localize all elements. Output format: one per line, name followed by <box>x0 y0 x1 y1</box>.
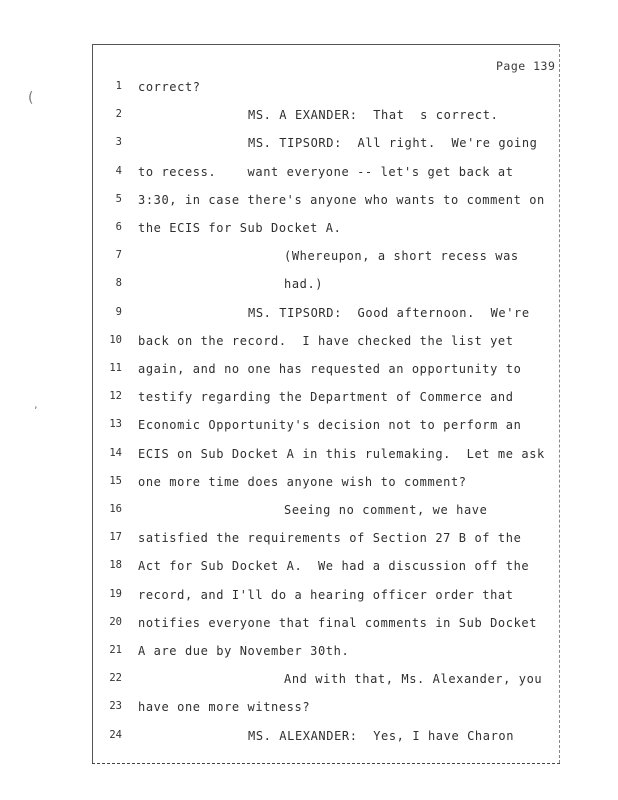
line-text: again, and no one has requested an opportunity to <box>138 362 522 376</box>
line-number: 10 <box>109 333 122 346</box>
line-text: had.) <box>284 277 324 292</box>
line-text: And with that, Ms. Alexander, you <box>284 672 543 687</box>
transcript-line <box>0 80 618 100</box>
transcript-line <box>0 249 618 269</box>
transcript-line <box>0 221 618 241</box>
line-number: 3 <box>115 136 122 149</box>
transcript-line <box>0 165 618 185</box>
line-number: 5 <box>115 192 122 205</box>
line-number: 6 <box>115 221 122 233</box>
line-text: 3:30, in case there's anyone who wants to comment on <box>138 192 545 207</box>
line-text: testify regarding the Department of Commerce and <box>138 390 514 405</box>
line-number: 16 <box>109 503 122 515</box>
transcript-line <box>0 644 618 664</box>
line-number: 22 <box>109 672 122 685</box>
punch-hole-mark: ‚ <box>34 398 38 411</box>
transcript-line <box>0 277 618 297</box>
line-text: Act for Sub Docket A. We had a discussion off the <box>138 559 530 574</box>
line-text: have one more witness? <box>138 700 311 715</box>
transcript-line <box>0 390 618 410</box>
transcript-line <box>0 672 618 692</box>
line-text: MS. TIPSORD: All right. We're going <box>248 136 538 151</box>
transcript-line <box>0 475 618 495</box>
line-text: A are due by November 30th. <box>138 644 350 658</box>
line-number: 19 <box>109 587 122 600</box>
transcript-line <box>0 588 618 608</box>
transcript-line <box>0 616 618 636</box>
transcript-line <box>0 447 618 467</box>
line-number: 18 <box>109 559 122 572</box>
line-text: MS. A EXANDER: That s correct. <box>248 108 499 123</box>
line-text: the ECIS for Sub Docket A. <box>138 221 342 235</box>
transcript-line <box>0 193 618 213</box>
line-text: one more time does anyone wish to comment? <box>138 474 467 489</box>
line-number: 4 <box>115 164 122 177</box>
line-number: 9 <box>115 305 122 318</box>
line-number: 11 <box>109 362 122 374</box>
transcript-line <box>0 559 618 579</box>
transcript-line <box>0 334 618 354</box>
line-text: correct? <box>138 80 201 94</box>
transcript-line <box>0 136 618 156</box>
line-number: 12 <box>109 390 122 403</box>
line-text: notifies everyone that final comments in Sub Docket <box>138 615 538 630</box>
line-text: (Whereupon, a short recess was <box>284 249 519 264</box>
page-number: Page 139 <box>496 59 556 73</box>
line-text: MS. ALEXANDER: Yes, I have Charon <box>248 728 515 743</box>
line-number: 15 <box>109 474 122 487</box>
line-text: Seeing no comment, we have <box>284 503 488 517</box>
line-number: 20 <box>109 615 122 628</box>
line-number: 17 <box>109 531 122 544</box>
transcript-line <box>0 306 618 326</box>
transcript-line <box>0 418 618 438</box>
transcript-line <box>0 700 618 720</box>
transcript-line <box>0 531 618 551</box>
line-number: 23 <box>109 700 122 713</box>
line-text: record, and I'll do a hearing officer order that <box>138 587 514 602</box>
line-number: 1 <box>115 80 122 92</box>
line-number: 24 <box>109 728 122 741</box>
line-number: 2 <box>115 108 122 121</box>
line-number: 21 <box>109 644 122 656</box>
line-text: ECIS on Sub Docket A in this rulemaking. Let me ask <box>138 446 545 461</box>
line-number: 7 <box>115 249 122 262</box>
transcript-line <box>0 362 618 382</box>
line-number: 8 <box>115 277 122 290</box>
line-text: Economic Opportunity's decision not to perform an <box>138 418 522 433</box>
line-number: 13 <box>109 418 122 431</box>
punch-hole-mark: ( <box>28 90 34 106</box>
line-number: 14 <box>109 446 122 459</box>
transcript-line <box>0 503 618 523</box>
transcript-line <box>0 729 618 749</box>
line-text: MS. TIPSORD: Good afternoon. We're <box>248 305 530 320</box>
line-text: back on the record. I have checked the list yet <box>138 333 514 348</box>
line-text: satisfied the requirements of Section 27 B of the <box>138 531 522 546</box>
transcript-line <box>0 108 618 128</box>
line-text: to recess. want everyone -- let's get back at <box>138 164 514 179</box>
bottom-rule <box>92 763 560 764</box>
